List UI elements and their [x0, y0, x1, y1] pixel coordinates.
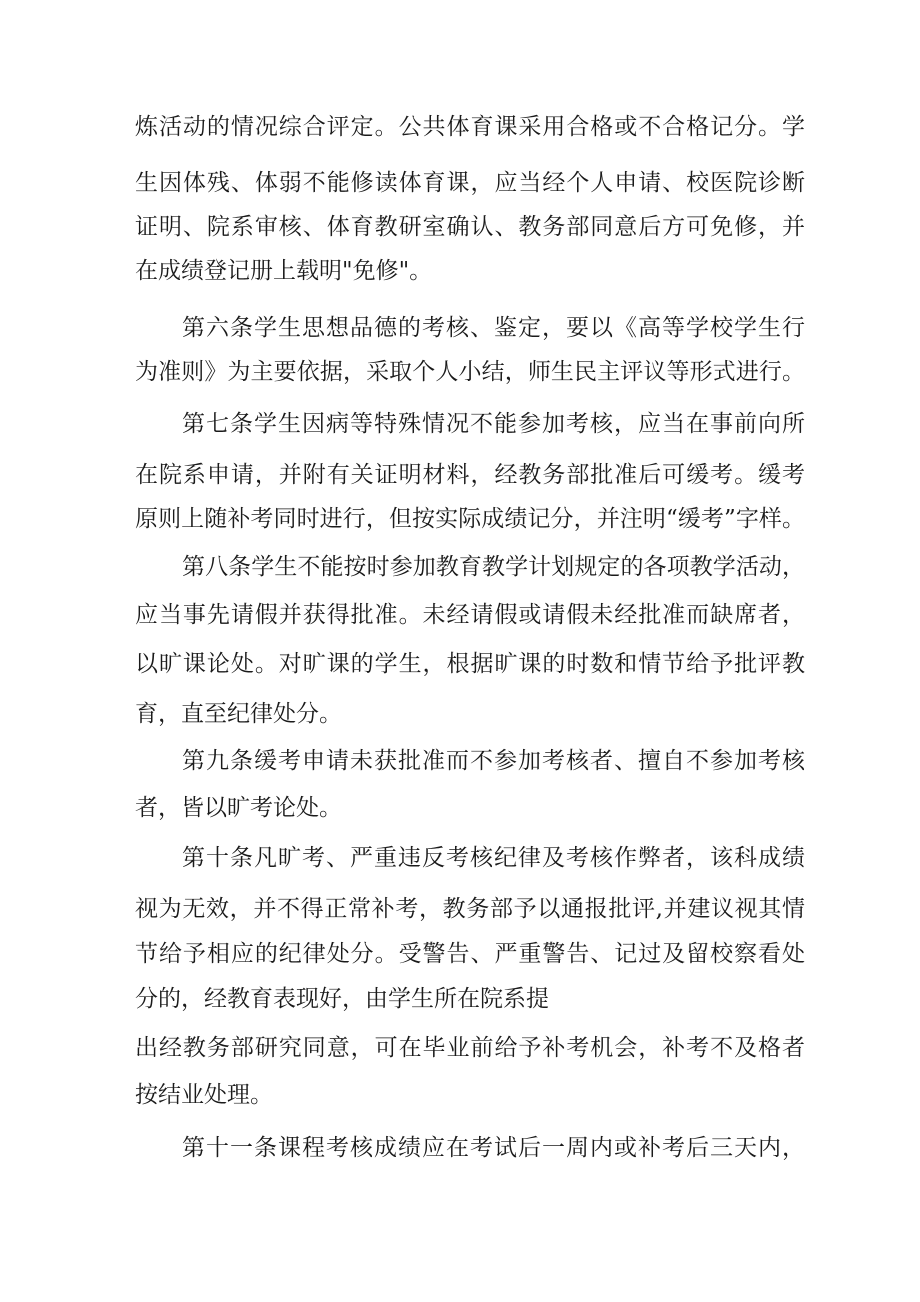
text-line: 视为无效，并不得正常补考，教务部予以通报批评,并建议视其情: [135, 896, 805, 922]
text-line: 分的，经教育表现好，由学生所在院系提: [135, 986, 549, 1012]
text-line: 节给予相应的纪律处分。受警告、严重警告、记过及留校察看处: [135, 941, 805, 967]
text-line: 者，皆以旷考论处。: [135, 795, 342, 821]
paragraph-start: 第十条凡旷考、严重违反考核纪律及考核作弊者，该科成绩: [182, 845, 805, 871]
text-line: 以旷课论处。对旷课的学生，根据旷课的时数和情节给予批评教: [135, 651, 805, 677]
text-line: 应当事先请假并获得批准。未经请假或请假未经批准而缺席者，: [135, 602, 805, 628]
paragraph-start: 第九条缓考申请未获批准而不参加考核者、擅自不参加考核: [182, 748, 805, 774]
text-line: 出经教务部研究同意，可在毕业前给予补考机会，补考不及格者: [135, 1035, 805, 1061]
text-line: 按结业处理。: [135, 1082, 273, 1108]
paragraph-start: 第六条学生思想品德的考核、鉴定，要以《高等学校学生行: [182, 315, 805, 341]
text-line: 育，直至纪律处分。: [135, 701, 342, 727]
text-line: 生因体残、体弱不能修读体育课，应当经个人申请、校医院诊断: [135, 170, 805, 196]
text-line: 为准则》为主要依据，采取个人小结，师生民主评议等形式进行。: [135, 359, 805, 385]
text-line: 在院系申请，并附有关证明材料，经教务部批准后可缓考。缓考: [135, 462, 805, 488]
paragraph-start: 第七条学生因病等特殊情况不能参加考核，应当在事前向所: [182, 411, 805, 437]
text-line: 在成绩登记册上载明"免修"。: [135, 258, 433, 284]
paragraph-start: 第八条学生不能按时参加教育教学计划规定的各项教学活动，: [182, 554, 805, 580]
text-line: 炼活动的情况综合评定。公共体育课采用合格或不合格记分。学: [135, 114, 805, 140]
text-line: 证明、院系审核、体育教研室确认、教务部同意后方可免修，并: [135, 214, 805, 240]
text-line: 原则上随补考同时进行，但按实际成绩记分，并注明“缓考”字样。: [135, 506, 805, 532]
paragraph-start: 第十一条课程考核成绩应在考试后一周内或补考后三天内，: [182, 1135, 805, 1161]
